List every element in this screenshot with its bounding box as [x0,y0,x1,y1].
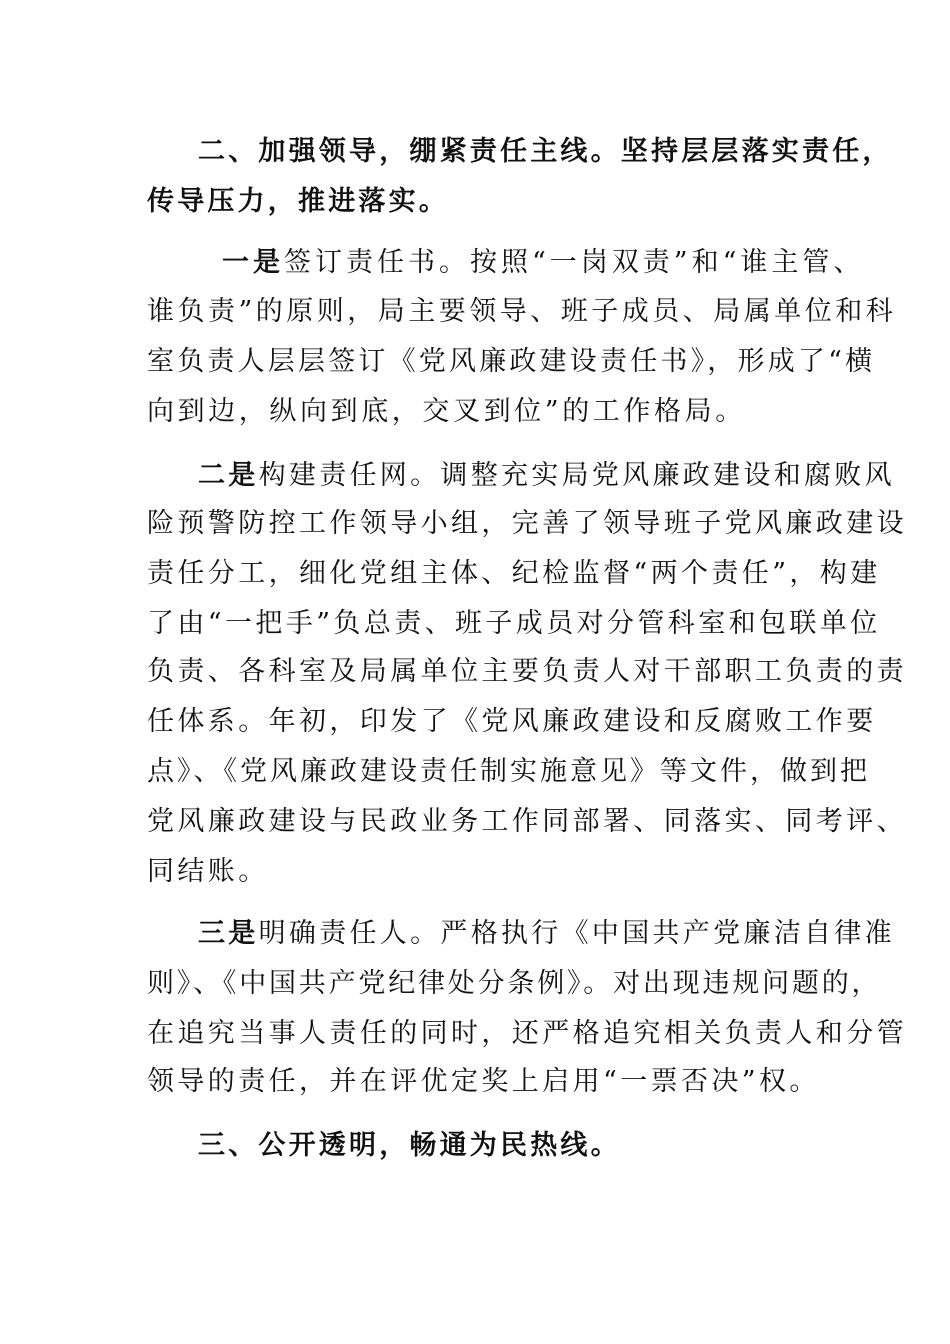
paragraph-2-line-6: 任体系。年初，印发了《党风廉政建设和反腐败工作要 [147,706,877,737]
paragraph-3-line-2: 则》、《中国共产党纪律处分条例》。对出现违规问题的， [147,968,882,999]
section-heading-3: 三、公开透明，畅通为民热线。 [198,1130,621,1161]
paragraph-2-line-2: 险预警防控工作领导小组，完善了领导班子党风廉政建设 [147,508,907,539]
paragraph-1-lead: 一是 [222,247,284,278]
paragraph-2-line-1 [198,460,895,492]
paragraph-1-line-1 [222,247,864,279]
section-heading-2-continued: 传导压力，推进落实。 [147,186,449,217]
paragraph-3-line-3: 在追究当事人责任的同时，还严格追究相关负责人和分管 [147,1018,907,1049]
paragraph-3-line-4: 领导的责任，并在评优定奖上启用“一票否决”权。 [147,1066,820,1097]
paragraph-2-line-3: 责任分工，细化党组主体、纪检监督“两个责任”，构建 [147,558,881,589]
paragraph-2-line-7: 点》、《党风廉政建设责任制实施意见》等文件，做到把 [147,756,870,787]
paragraph-3-text: 明确责任人。严格执行《中国共产党廉洁自律准 [258,918,895,949]
paragraph-2-lead: 二是 [198,460,259,491]
paragraph-2-line-9: 同结账。 [147,856,269,887]
paragraph-2-text: 构建责任网。调整充实局党风廉政建设和腐败风 [258,460,895,491]
paragraph-2-line-4: 了由“一把手”负总责、班子成员对分管科室和包联单位 [147,608,881,639]
paragraph-2-line-5: 负责、各科室及局属单位主要负责人对干部职工负责的责 [147,656,907,687]
paragraph-1-line-3: 室负责人层层签订《党风廉政建设责任书》，形成了“横 [147,346,876,377]
paragraph-2-line-8: 党风廉政建设与民政业务工作同部署、同落实、同考评、 [147,806,907,837]
paragraph-3-line-1 [198,918,895,950]
paragraph-1-text: 签订责任书。按照“一岗双责”和“谁主管、 [284,247,865,278]
paragraph-1-line-4: 向到边，纵向到底，交叉到位”的工作格局。 [147,396,746,427]
section-heading-2: 二、加强领导，绷紧责任主线。坚持层层落实责任， [198,136,893,167]
paragraph-1-line-2: 谁负责”的原则，局主要领导、班子成员、局属单位和科 [147,296,897,327]
paragraph-3-lead: 三是 [198,918,259,949]
